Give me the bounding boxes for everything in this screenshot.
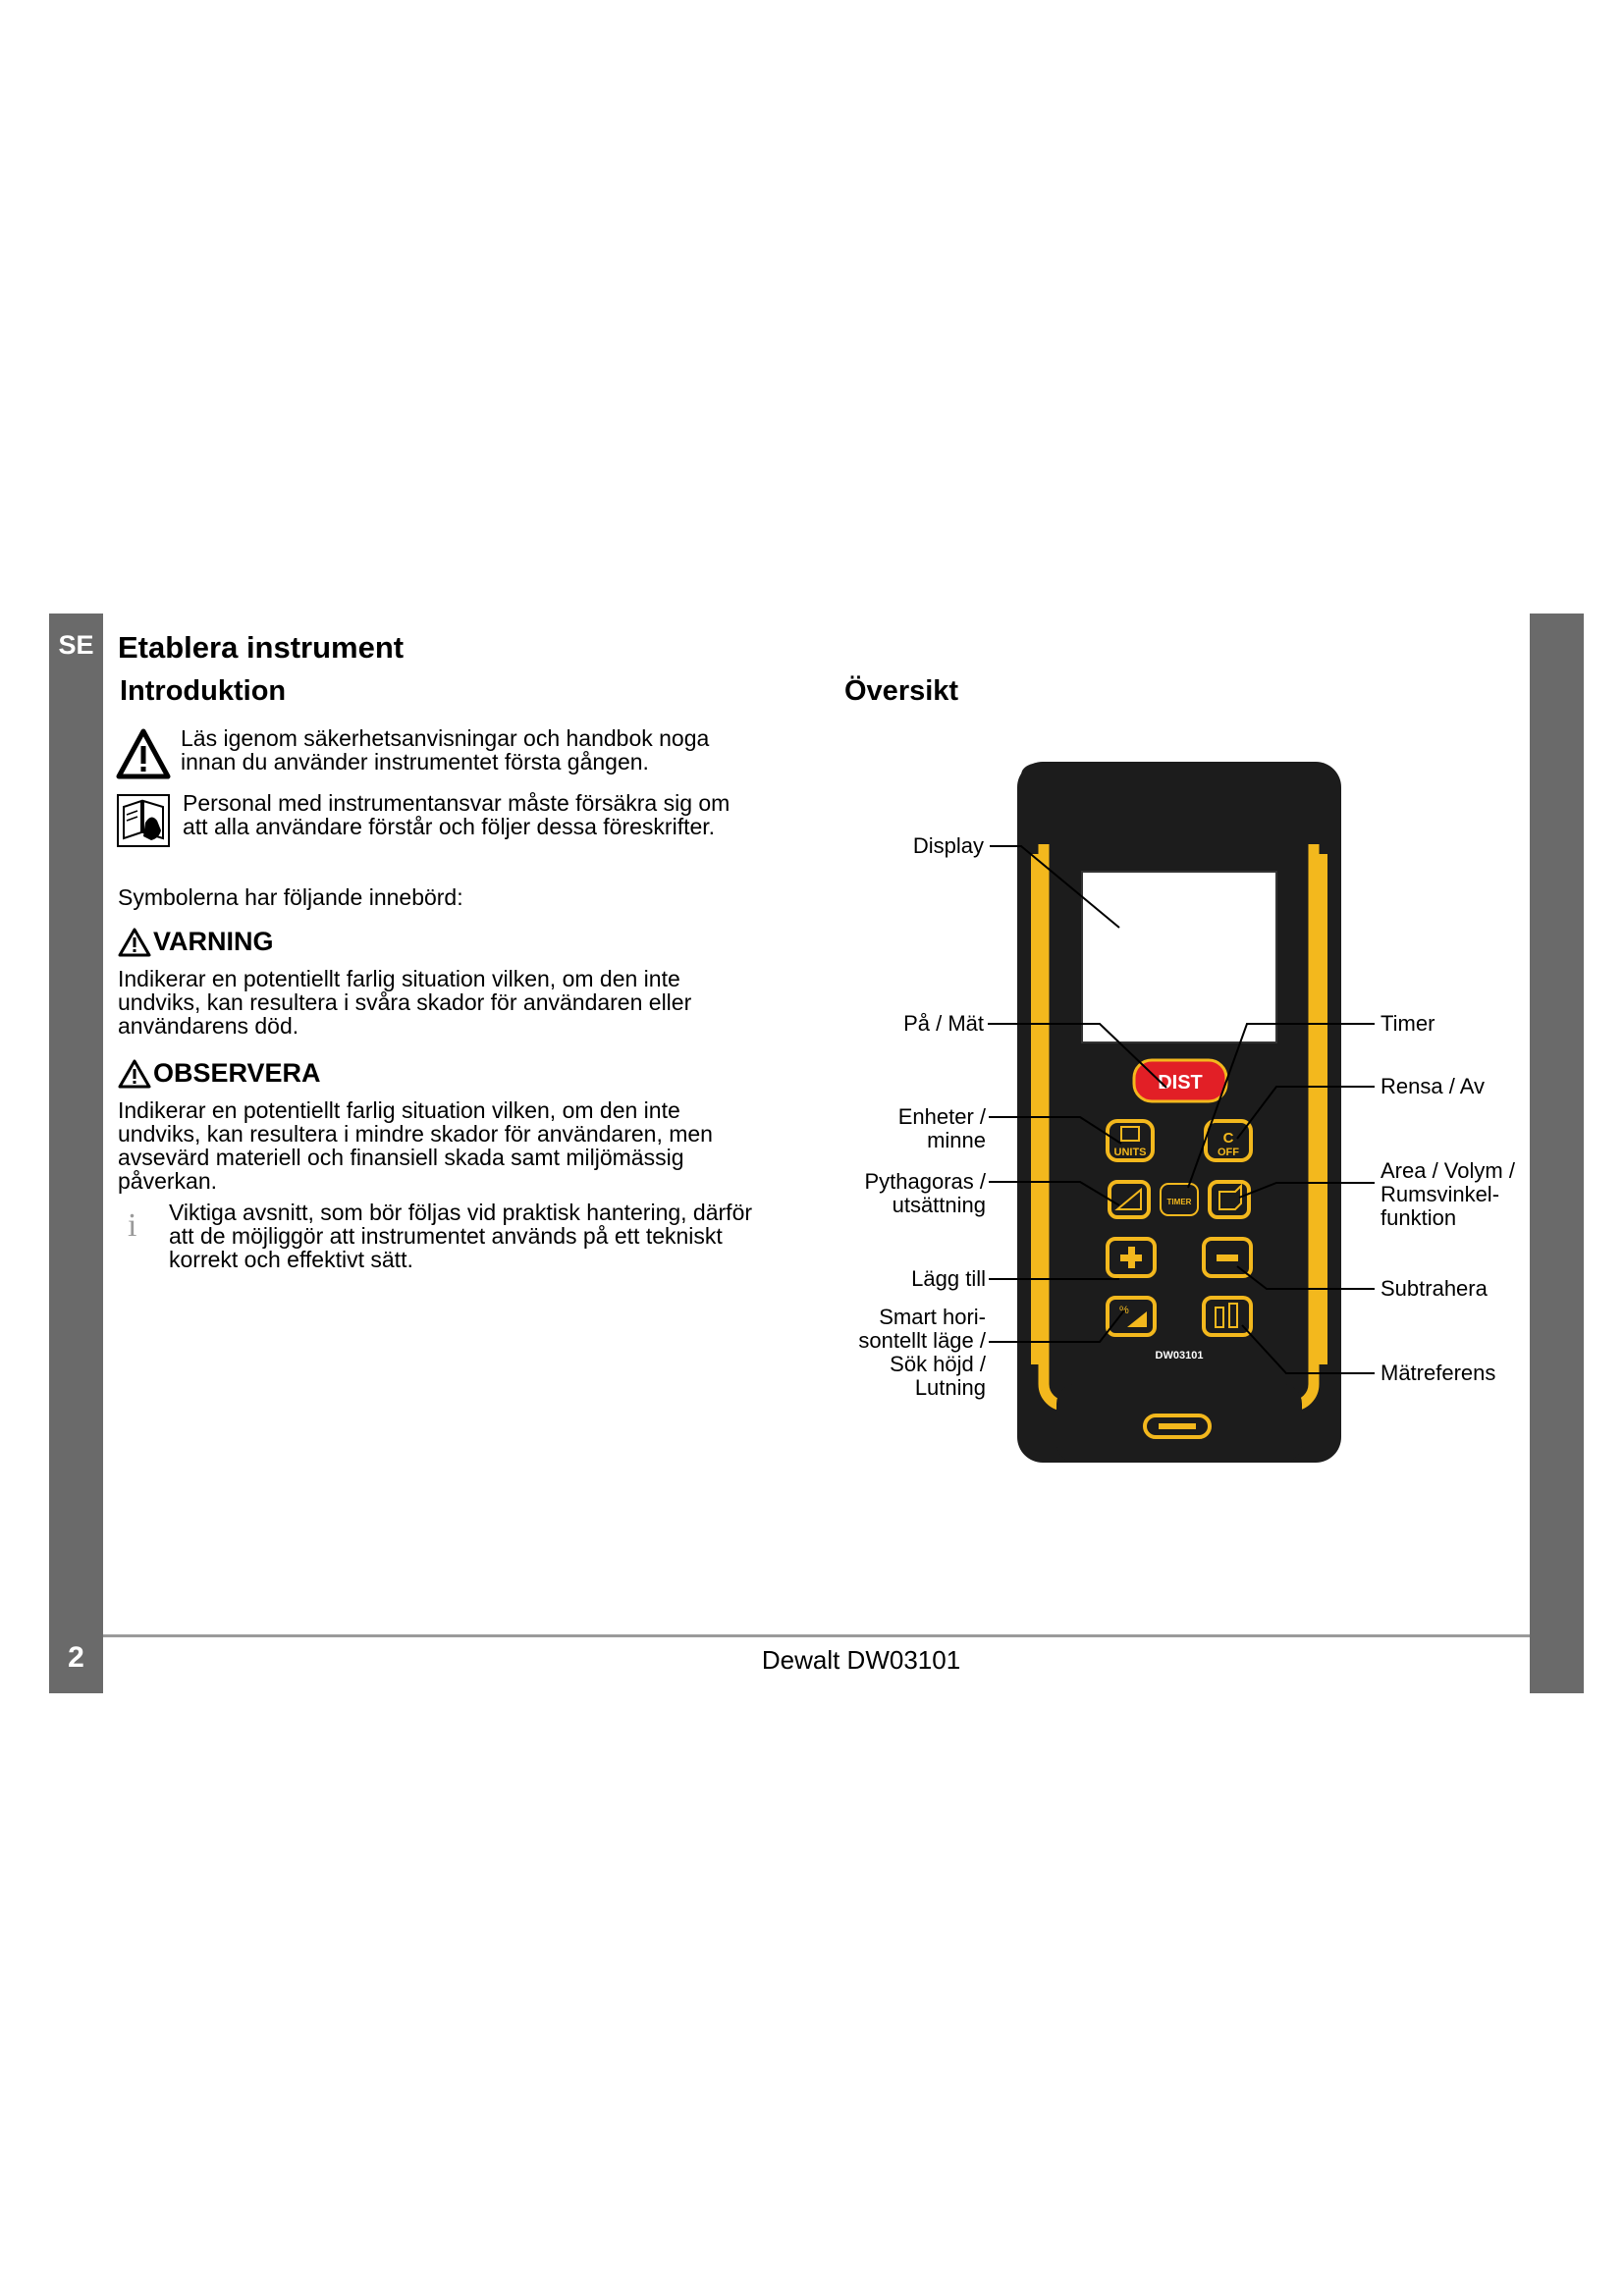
footer-text: Dewalt DW03101 <box>761 1645 961 1675</box>
caution-heading: OBSERVERA <box>118 1058 321 1089</box>
caution-text: Indikerar en potentiellt farlig situation vilken, om den inte undviks, kan resultera i mindre skador för användaren, men avsevärd materiell och finansiell skada samt miljömässig påverkan. <box>118 1097 713 1194</box>
callout-on-measure: På / Mät <box>903 1011 984 1036</box>
clear-label: C <box>1222 1130 1234 1147</box>
callout-clear-off: Rensa / Av <box>1380 1074 1485 1098</box>
callout-reference: Mätreferens <box>1380 1361 1496 1385</box>
model-label: DW03101 <box>1155 1350 1204 1362</box>
dist-label: DIST <box>1158 1072 1203 1094</box>
callout-display: Display <box>912 833 984 858</box>
warning-heading: VARNING <box>118 927 274 957</box>
info-icon: i <box>128 1207 137 1244</box>
language-tag: SE <box>58 630 94 660</box>
page-title: Etablera instrument <box>118 630 405 665</box>
callout-pythagoras: Pythagoras / utsättning <box>864 1169 986 1217</box>
warning-text: Indikerar en potentiellt farlig situation vilken, om den inte undviks, kan resultera i svåra skador för användaren eller användarens död. <box>118 966 692 1039</box>
overview-heading: Översikt <box>844 675 959 707</box>
timer-label: TIMER <box>1166 1198 1192 1206</box>
units-label: UNITS <box>1113 1147 1147 1158</box>
off-label: OFF <box>1218 1147 1239 1158</box>
callout-area-volume: Area / Volym / Rumsvinkel- funktion <box>1380 1158 1515 1230</box>
safety-note: Läs igenom säkerhetsanvisningar och handbok noga innan du använder instrumentet första gången. <box>181 725 710 774</box>
symbols-intro: Symbolerna har följande innebörd: <box>118 884 463 910</box>
callout-smart: Smart hori- sontellt läge / Sök höjd / Lutning <box>858 1305 986 1400</box>
page-number: 2 <box>68 1641 84 1674</box>
intro-heading: Introduktion <box>120 675 287 707</box>
callout-add: Lägg till <box>911 1266 986 1291</box>
responsibility-note: Personal med instrumentansvar måste försäkra sig om att alla användare förstår och följer dessa föreskrifter. <box>183 790 731 839</box>
callout-timer: Timer <box>1380 1011 1435 1036</box>
percent-label: % <box>1119 1305 1129 1316</box>
callout-subtract: Subtrahera <box>1380 1276 1488 1301</box>
callout-units-memory: Enheter / minne <box>897 1104 986 1152</box>
info-text: Viktiga avsnitt, som bör följas vid praktisk hantering, därför att de möjliggör att instrumentet används på ett tekniskt korrekt och effektivt sätt. <box>169 1200 753 1272</box>
